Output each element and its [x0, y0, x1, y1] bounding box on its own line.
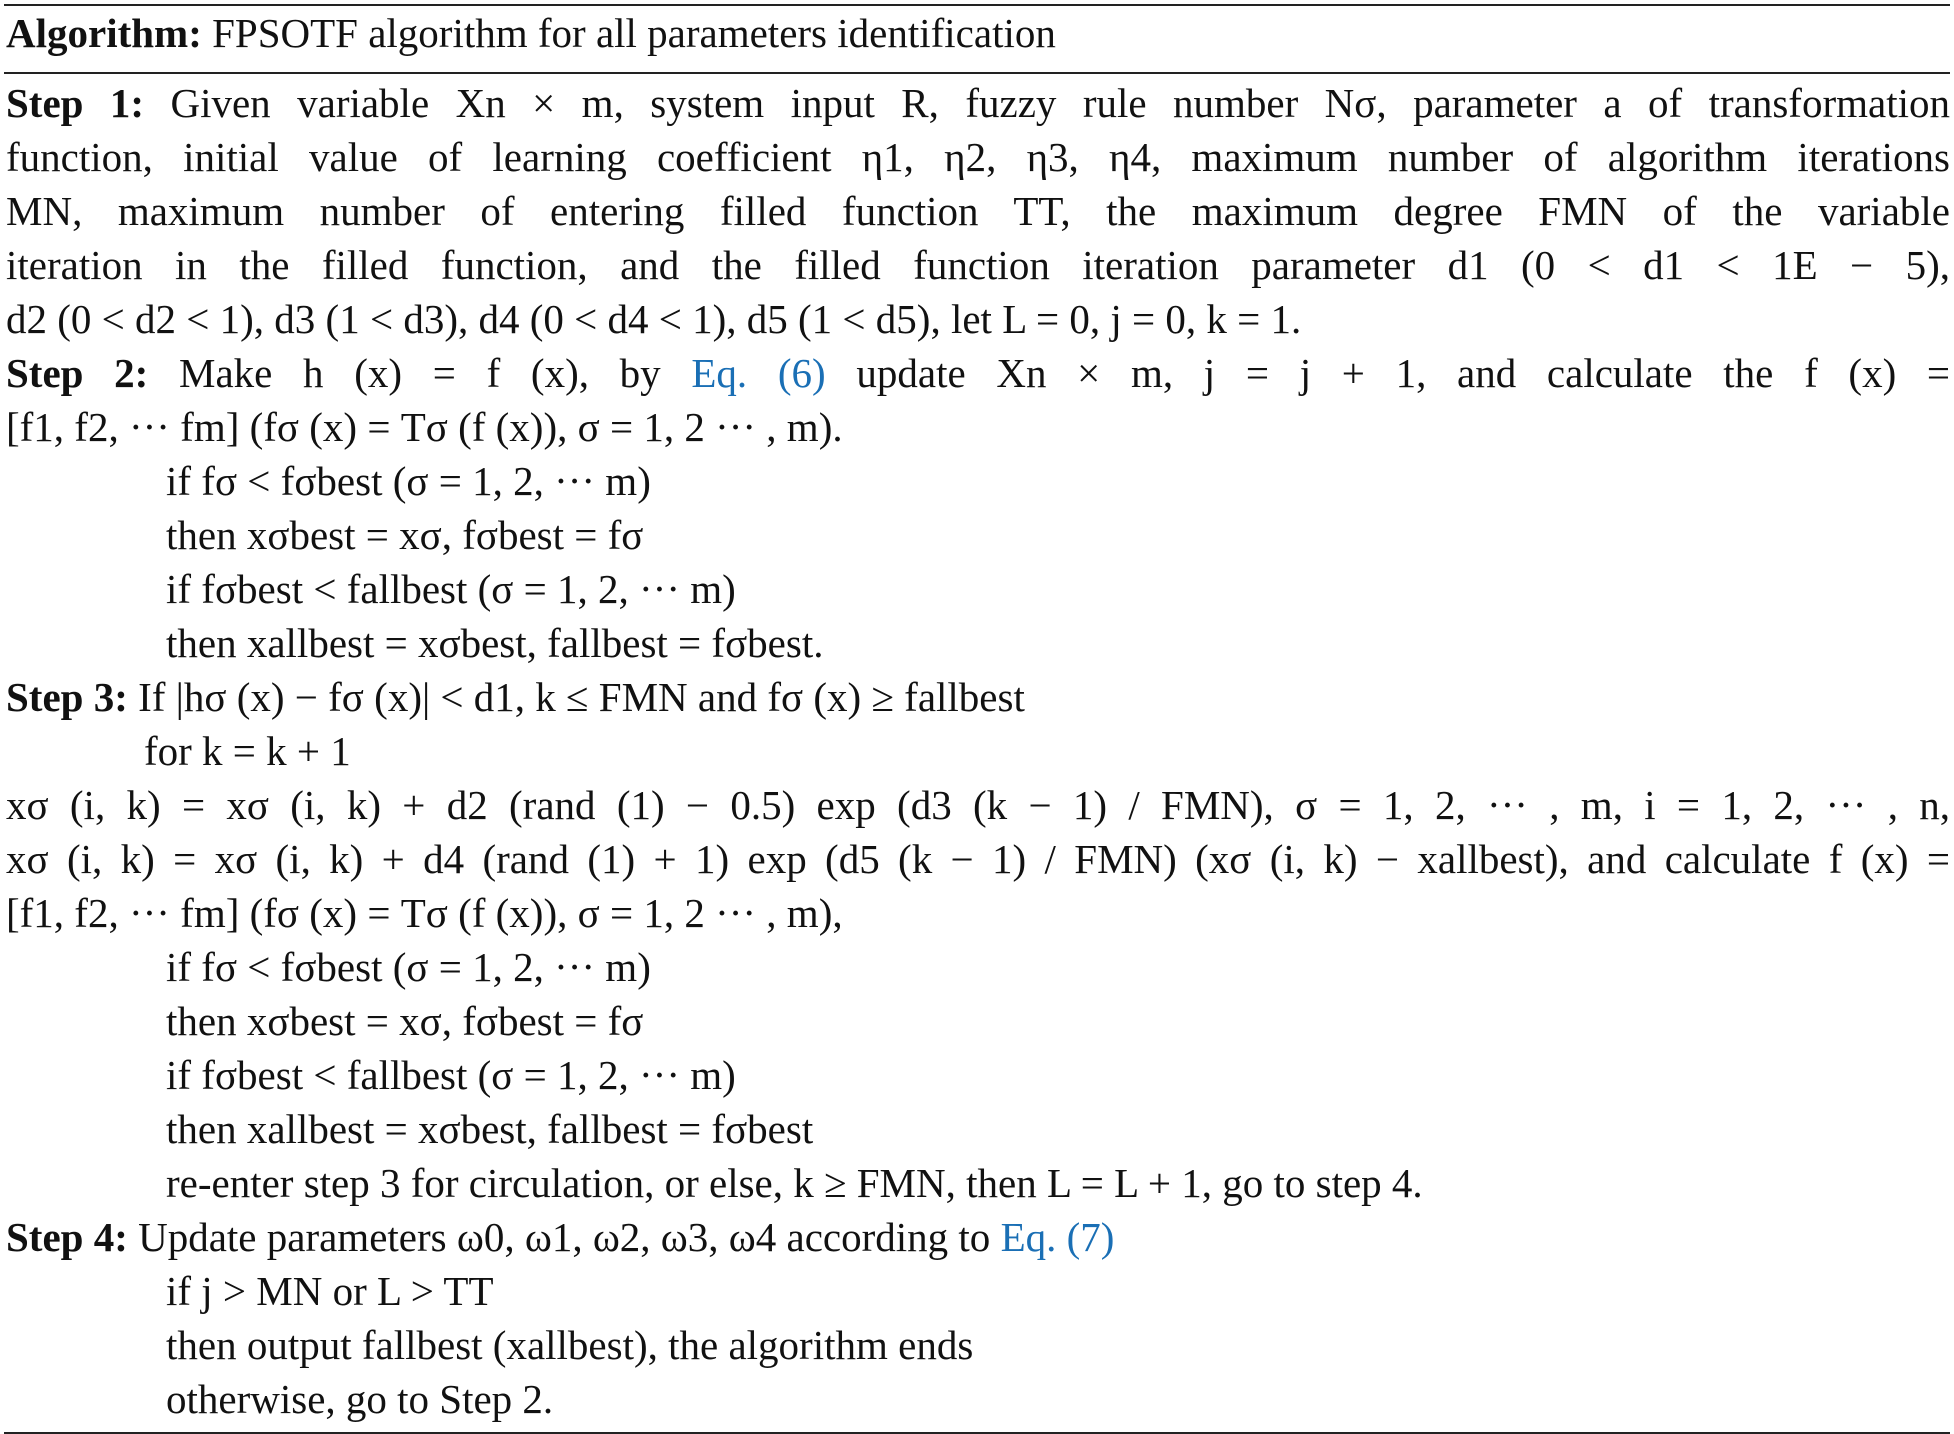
algorithm-name: FPSOTF algorithm for all parameters identification	[212, 10, 1056, 56]
step2-text1a: Make h (x) = f (x), by	[179, 350, 661, 396]
step1-text1: Given variable Xn × m, system input R, fuzzy rule number Nσ, parameter a of transformation	[170, 80, 1950, 126]
step4-line4: otherwise, go to Step 2.	[166, 1376, 554, 1422]
step2-line4: then xσbest = xσ, fσbest = fσ	[166, 512, 644, 558]
step4-text1a: Update parameters ω0, ω1, ω2, ω3, ω4 according to	[138, 1214, 991, 1260]
algorithm-body	[4, 74, 1950, 1426]
step1-label: Step 1:	[6, 80, 145, 126]
step3-line2: for k = k + 1	[144, 728, 351, 774]
step3-line3: xσ (i, k) = xσ (i, k) + d2 (rand (1) − 0.5) exp (d3 (k − 1) / FMN), σ = 1, 2, ··· , m, i = 1, 2, ··· , n,	[6, 782, 1950, 828]
step3-line10: re-enter step 3 for circulation, or else, k ≥ FMN, then L = L + 1, go to step 4.	[166, 1160, 1423, 1206]
step1-line2: function, initial value of learning coefficient η1, η2, η3, η4, maximum number of algorithm iterations	[6, 134, 1950, 180]
step1-line5: d2 (0 < d2 < 1), d3 (1 < d3), d4 (0 < d4 < 1), d5 (1 < d5), let L = 0, j = 0, k = 1.	[6, 296, 1302, 342]
step4-label: Step 4:	[6, 1214, 128, 1260]
step3-line7: then xσbest = xσ, fσbest = fσ	[166, 998, 644, 1044]
step1-line4: iteration in the filled function, and the filled function iteration parameter d1 (0 < d1 < 1E − 5),	[6, 242, 1950, 288]
step3-line8: if fσbest < fallbest (σ = 1, 2, ··· m)	[166, 1052, 736, 1098]
algorithm-title	[4, 6, 1950, 72]
step2-line6: then xallbest = xσbest, fallbest = fσbest.	[166, 620, 824, 666]
step3-line5: [f1, f2, ··· fm] (fσ (x) = Tσ (f (x)), σ = 1, 2 ··· , m),	[6, 890, 843, 936]
eq6-link[interactable]: Eq. (6)	[691, 350, 826, 396]
step4-line1	[4, 1210, 1950, 1264]
step4-line2: if j > MN or L > TT	[166, 1268, 494, 1314]
algorithm-label: Algorithm:	[6, 10, 202, 56]
eq7-link[interactable]: Eq. (7)	[1000, 1214, 1115, 1260]
step2-line2: [f1, f2, ··· fm] (fσ (x) = Tσ (f (x)), σ = 1, 2 ··· , m).	[6, 404, 843, 450]
step4-line3: then output fallbest (xallbest), the algorithm ends	[166, 1322, 974, 1368]
step2-text1b: update Xn × m, j = j + 1, and calculate the f (x) =	[856, 350, 1950, 396]
step3-line4: xσ (i, k) = xσ (i, k) + d4 (rand (1) + 1) exp (d5 (k − 1) / FMN) (xσ (i, k) − xallbest), and calculate f (x) =	[6, 836, 1950, 882]
step3-line9: then xallbest = xσbest, fallbest = fσbest	[166, 1106, 814, 1152]
step1-line3: MN, maximum number of entering filled function TT, the maximum degree FMN of the variable	[6, 188, 1950, 234]
step1-line1	[4, 76, 1950, 130]
step2-line3: if fσ < fσbest (σ = 1, 2, ··· m)	[166, 458, 651, 504]
step2-label: Step 2:	[6, 350, 149, 396]
algorithm-box	[4, 4, 1950, 1434]
step3-line6: if fσ < fσbest (σ = 1, 2, ··· m)	[166, 944, 651, 990]
step2-line5: if fσbest < fallbest (σ = 1, 2, ··· m)	[166, 566, 736, 612]
step3-text1: If |hσ (x) − fσ (x)| < d1, k ≤ FMN and fσ (x) ≥ fallbest	[138, 674, 1025, 720]
step3-line1	[4, 670, 1950, 724]
step2-line1	[4, 346, 1950, 400]
step3-label: Step 3:	[6, 674, 128, 720]
